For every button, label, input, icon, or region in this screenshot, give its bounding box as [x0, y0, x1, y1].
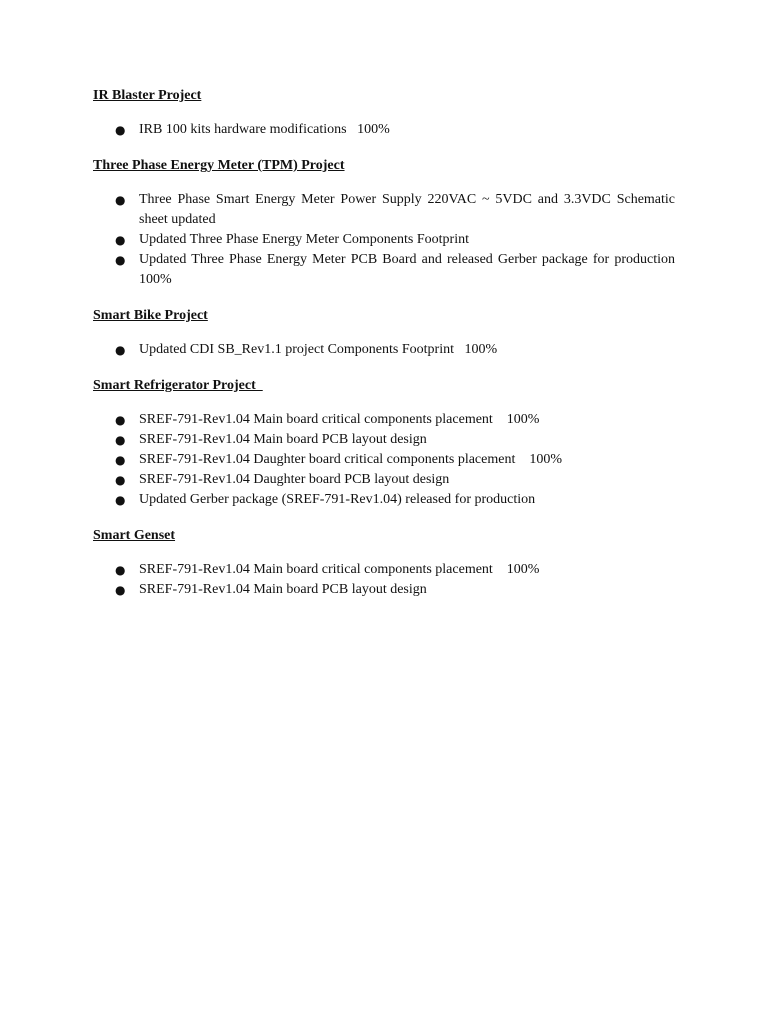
- section-smart-genset: [93, 526, 675, 600]
- section-ir-blaster: [93, 86, 675, 140]
- bullet-list: [93, 120, 675, 140]
- list-item: [93, 560, 675, 580]
- list-item: [93, 450, 675, 470]
- section-smart-bike: [93, 306, 675, 360]
- section-title: Smart Refrigerator Project: [93, 378, 263, 393]
- list-item: [93, 430, 675, 450]
- bullet-icon: ●: [115, 493, 126, 507]
- list-item-text: Updated Three Phase Energy Meter PCB Board and released Gerber package for production 100%: [139, 252, 686, 287]
- section-title: Three Phase Energy Meter (TPM) Project: [93, 158, 345, 173]
- bullet-icon: ●: [115, 233, 126, 247]
- section-smart-refrigerator: [93, 376, 675, 510]
- section-title: Smart Bike Project: [93, 308, 208, 323]
- list-item-text: SREF-791-Rev1.04 Main board critical components placement 100%: [139, 562, 540, 577]
- bullet-icon: ●: [115, 193, 126, 207]
- list-item-text: Three Phase Smart Energy Meter Power Supply 220VAC ~ 5VDC and 3.3VDC Schematic sheet updated: [139, 192, 679, 227]
- section-title: IR Blaster Project: [93, 88, 202, 103]
- list-item-text: IRB 100 kits hardware modifications 100%: [139, 122, 390, 137]
- list-item: [93, 410, 675, 430]
- list-item: [93, 580, 675, 600]
- list-item-text: Updated CDI SB_Rev1.1 project Components Footprint 100%: [139, 342, 498, 357]
- list-item-text: Updated Three Phase Energy Meter Components Footprint: [139, 232, 469, 247]
- section-title: Smart Genset: [93, 528, 176, 543]
- list-item-text: SREF-791-Rev1.04 Daughter board PCB layout design: [139, 472, 450, 487]
- bullet-icon: ●: [115, 253, 126, 267]
- bullet-icon: ●: [115, 433, 126, 447]
- list-item-text: Updated Gerber package (SREF-791-Rev1.04) released for production: [139, 492, 536, 507]
- list-item: [93, 250, 686, 290]
- bullet-list: [93, 410, 675, 510]
- bullet-list: [93, 560, 675, 600]
- list-item-text: SREF-791-Rev1.04 Main board PCB layout design: [139, 582, 427, 597]
- bullet-icon: ●: [115, 123, 126, 137]
- bullet-list: [93, 190, 686, 290]
- list-item: [93, 190, 679, 230]
- section-three-phase-energy-meter: [93, 156, 686, 290]
- bullet-list: [93, 340, 675, 360]
- bullet-icon: ●: [115, 453, 126, 467]
- list-item: [93, 470, 675, 490]
- bullet-icon: ●: [115, 343, 126, 357]
- list-item: [93, 120, 675, 140]
- bullet-icon: ●: [115, 413, 126, 427]
- list-item-text: SREF-791-Rev1.04 Daughter board critical components placement 100%: [139, 452, 563, 467]
- list-item: [93, 490, 675, 510]
- bullet-icon: ●: [115, 583, 126, 597]
- document-body: [93, 86, 686, 616]
- list-item: [93, 230, 675, 250]
- bullet-icon: ●: [115, 473, 126, 487]
- bullet-icon: ●: [115, 563, 126, 577]
- list-item: [93, 340, 675, 360]
- list-item-text: SREF-791-Rev1.04 Main board PCB layout design: [139, 432, 427, 447]
- list-item-text: SREF-791-Rev1.04 Main board critical components placement 100%: [139, 412, 540, 427]
